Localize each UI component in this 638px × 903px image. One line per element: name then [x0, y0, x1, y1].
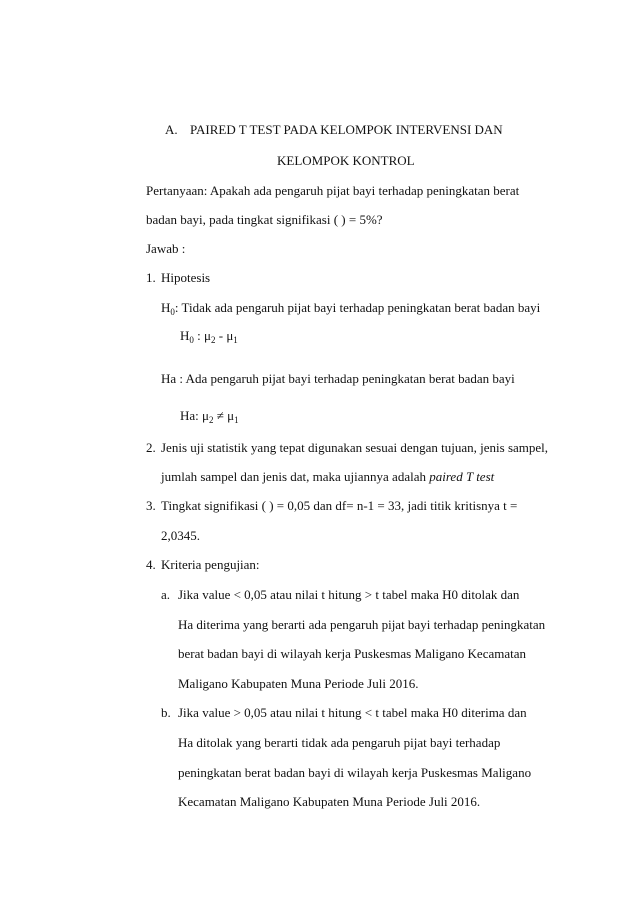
question-line2: badan bayi, pada tingkat signifikasi ( ) = 5%? [146, 212, 383, 227]
ha-formula-mu: Ha: μ [180, 408, 209, 423]
section-heading-line2: KELOMPOK KONTROL [277, 153, 415, 168]
answer-label: Jawab : [146, 241, 186, 256]
h0-statement [161, 300, 540, 316]
item-2-line1: Jenis uji statistik yang tepat digunakan sesuai dengan tujuan, jenis sampel, [161, 440, 549, 455]
item-1-title: Hipotesis [161, 270, 211, 285]
item-3-line1: Tingkat signifikasi ( ) = 0,05 dan df= n-1 = 33, jadi titik kritisnya t = [161, 498, 518, 513]
h0-formula-subscript: 0 [189, 335, 194, 345]
criteria-b-line3: peningkatan berat badan bayi di wilayah kerja Puskesmas Maligano [178, 765, 532, 780]
ha-formula-mu2-sub: 1 [234, 415, 239, 425]
criteria-a-line1: Jika value < 0,05 atau nilai t hitung > t tabel maka H0 ditolak dan [178, 587, 520, 602]
item-4-title: Kriteria pengujian: [161, 557, 260, 572]
h0-formula [180, 328, 238, 344]
h0-formula-mu: : μ [193, 328, 211, 343]
item-2-number: 2. [146, 440, 156, 455]
ha-statement: Ha : Ada pengaruh pijat bayi terhadap peningkatan berat badan bayi [161, 371, 515, 386]
criteria-a-marker: a. [161, 587, 171, 602]
ha-formula-mu-sub: 2 [209, 415, 214, 425]
h0-subscript: 0 [170, 307, 175, 317]
section-heading-line1: PAIRED T TEST PADA KELOMPOK INTERVENSI DAN [190, 122, 503, 137]
item-3-number: 3. [146, 498, 156, 513]
h0-symbol: H [161, 300, 171, 315]
criteria-a-line2: Ha diterima yang berarti ada pengaruh pijat bayi terhadap peningkatan [178, 617, 546, 632]
question-line1: Pertanyaan: Apakah ada pengaruh pijat bayi terhadap peningkatan berat [146, 183, 520, 198]
item-2-line2-text: jumlah sampel dan jenis dat, maka ujiannya adalah [161, 469, 430, 484]
h0-formula-mu2-sub: 1 [233, 335, 238, 345]
item-2-line2 [161, 469, 494, 485]
section-marker: A. [165, 122, 178, 137]
h0-description: : Tidak ada pengaruh pijat bayi terhadap peningkatan berat badan bayi [174, 300, 541, 315]
h0-formula-symbol: H [180, 328, 190, 343]
criteria-b-marker: b. [161, 705, 171, 720]
item-2-test-name: paired T test [429, 469, 495, 484]
h0-formula-mu-sub: 2 [210, 335, 216, 345]
item-3-line2: 2,0345. [161, 528, 200, 543]
criteria-b-line1: Jika value > 0,05 atau nilai t hitung < t tabel maka H0 diterima dan [178, 705, 527, 720]
criteria-a-line3: berat badan bayi di wilayah kerja Puskesmas Maligano Kecamatan [178, 646, 526, 661]
criteria-b-line2: Ha ditolak yang berarti tidak ada pengaruh pijat bayi terhadap [178, 735, 501, 750]
ha-formula-mu2: ≠ μ [213, 408, 235, 423]
item-1-number: 1. [146, 270, 156, 285]
criteria-a-line4: Maligano Kabupaten Muna Periode Juli 2016. [178, 676, 419, 691]
criteria-b-line4: Kecamatan Maligano Kabupaten Muna Periode Juli 2016. [178, 794, 481, 809]
h0-formula-mu2: - μ [215, 328, 234, 343]
ha-formula [180, 408, 239, 424]
item-4-number: 4. [146, 557, 156, 572]
